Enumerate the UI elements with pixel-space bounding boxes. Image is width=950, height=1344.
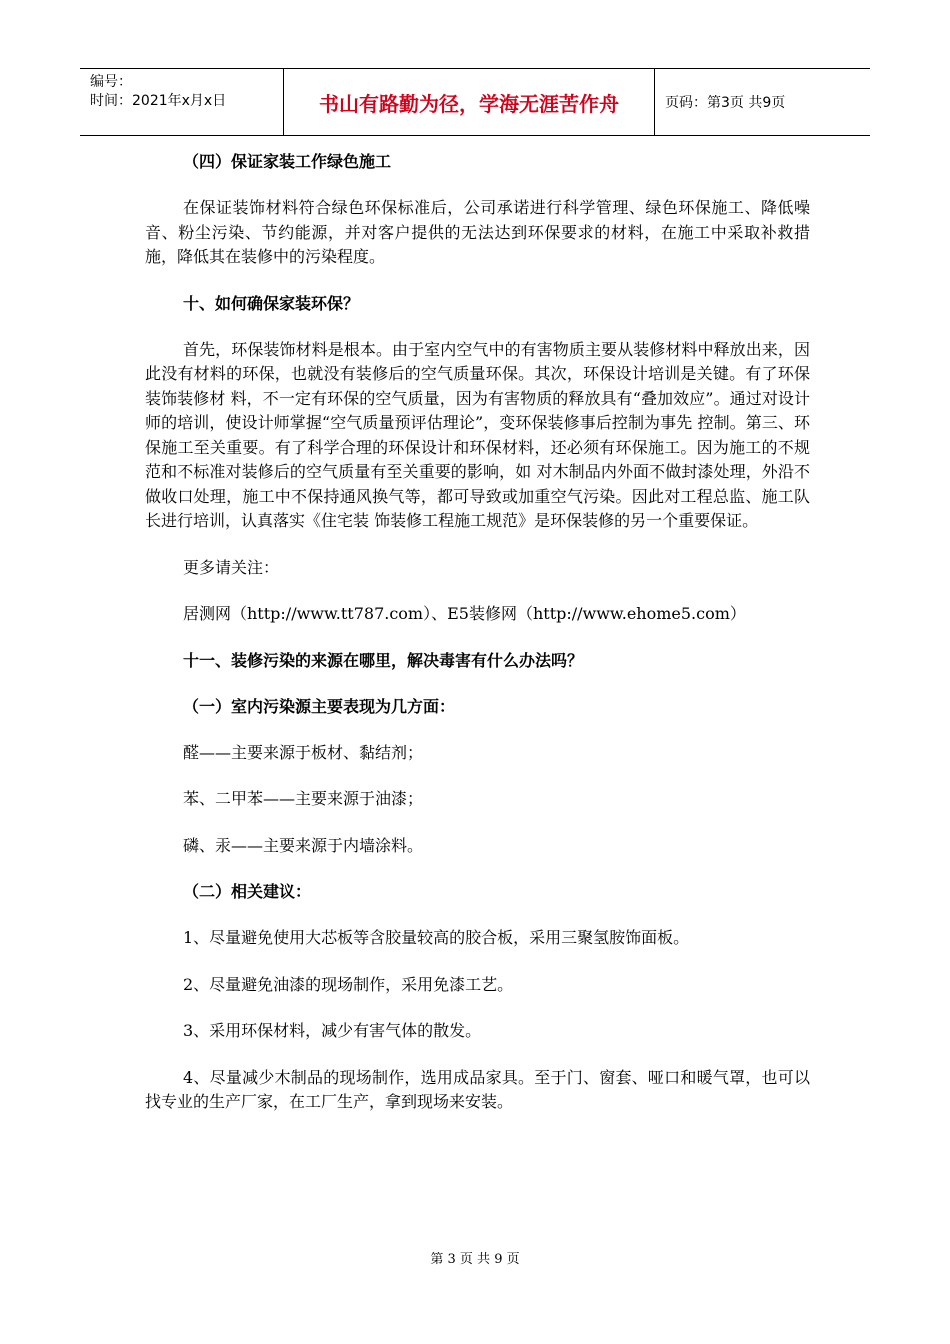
page-header xyxy=(80,68,870,136)
header-page-number: 页码：第3页 共9页 xyxy=(665,95,786,111)
list-item: 3、采用环保材料，减少有害气体的散发。 xyxy=(183,1021,482,1040)
section-heading-eleven: 十一、装修污染的来源在哪里，解决毒害有什么办法吗？ xyxy=(183,650,584,670)
list-item: 4、尽量减少木制品的现场制作，选用成品家具。至于门、窗套、哑口和暖气罩，也可以找专业的生产厂家，在工厂生产，拿到现场来安装。 xyxy=(145,1067,810,1111)
paragraph-green-construction: 在保证装饰材料符合绿色环保标准后，公司承诺进行科学管理、绿色环保施工、降低噪音、粉尘污染、节约能源，并对客户提供的无法达到环保要求的材料，在施工中采取补救措施，降低其在装修中的污染程度。 xyxy=(145,198,810,266)
section-heading-ten: 十、如何确保家装环保？ xyxy=(183,293,360,313)
header-meta xyxy=(80,69,283,135)
document-body xyxy=(145,150,810,1115)
paragraph-ensure-eco: 首先，环保装饰材料是根本。由于室内空气中的有害物质主要从装修材料中释放出来，因此没有材料的环保，也就没有装修后的空气质量环保。其次，环保设计培训是关键。有了环保装饰装修材 料，不一定有环保的空气质量，因为有害物质的释放具有“叠加效应”。通过对设计师的培训，使设计师掌握“空气质量预评估理论”，变环保装修事后控制为事先 控制。第三、环保施工至关重要。有了科学合理的环保设计和环保材料，还必须有环保施工。因为施工的不规范和不标准对装修后的空气质量有至关重要的影响，如 对木制品内外面不做封漆处理，外沿不做收口处理，施工中不保持通风换气等，都可导致或加重空气污染。因此对工程总监、施工队长进行培训，认真落实《住宅装 饰装修工程施工规范》是环保装修的另一个重要保证。 xyxy=(145,339,810,530)
more-info-label: 更多请关注： xyxy=(183,557,280,577)
page-footer: 第 3 页 共 9 页 xyxy=(430,1252,520,1267)
list-item: 磷、汞——主要来源于内墙涂料。 xyxy=(183,835,424,855)
doc-code-label: 编号： xyxy=(90,74,132,90)
subheading-pollution-sources: （一）室内污染源主要表现为几方面： xyxy=(183,696,456,716)
reference-links: 居测网（http://www.tt787.com）、E5装修网（http://www.ehome5.com） xyxy=(183,604,746,623)
header-motto: 书山有路勤为径，学海无涯苦作舟 xyxy=(283,69,655,135)
doc-date-label: 时间：2021年x月x日 xyxy=(90,93,227,109)
list-item: 1、尽量避免使用大芯板等含胶量较高的胶合板，采用三聚氢胺饰面板。 xyxy=(183,928,690,947)
section-heading-green-construction: （四）保证家装工作绿色施工 xyxy=(183,152,392,171)
list-item: 醛——主要来源于板材、黏结剂； xyxy=(183,742,424,762)
subheading-suggestions: （二）相关建议： xyxy=(183,882,312,901)
list-item: 苯、二甲苯——主要来源于油漆； xyxy=(183,789,424,808)
list-item: 2、尽量避免油漆的现场制作，采用免漆工艺。 xyxy=(183,974,514,994)
